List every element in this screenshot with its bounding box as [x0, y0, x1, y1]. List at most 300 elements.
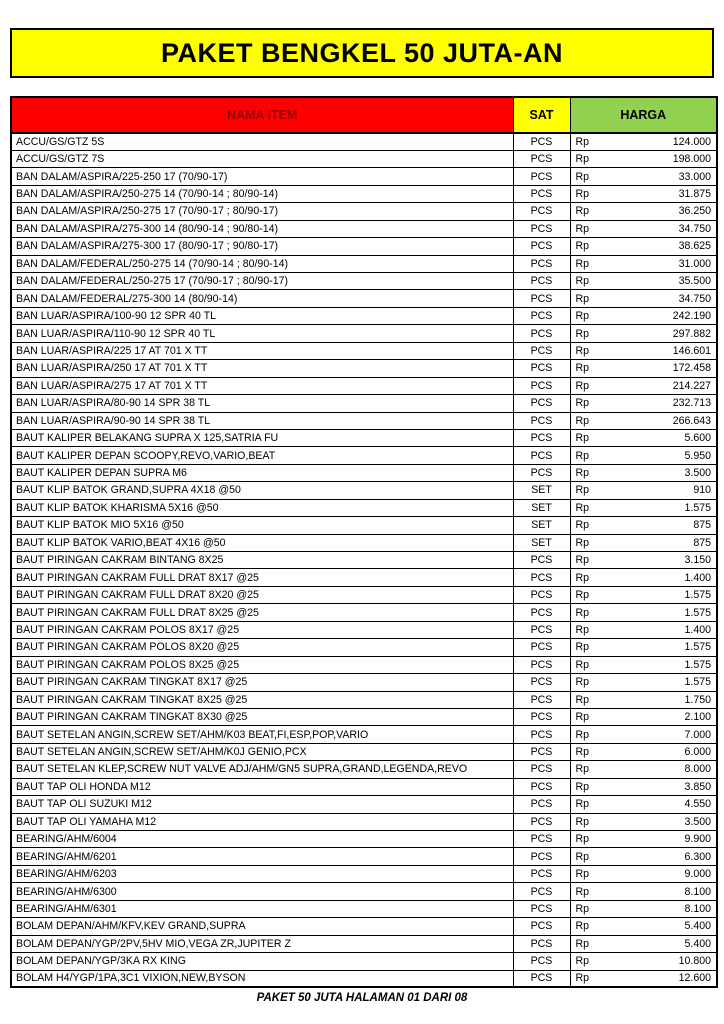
table-row	[11, 499, 717, 516]
harga-cell	[570, 342, 717, 359]
sat-cell: PCS	[513, 395, 570, 412]
currency-label: Rp	[575, 902, 590, 915]
currency-label: Rp	[575, 467, 590, 480]
currency-label: Rp	[575, 850, 590, 863]
price-value: 12.600	[678, 972, 711, 985]
item-cell: BEARING/AHM/6301	[11, 900, 513, 917]
price-value: 7.000	[684, 728, 711, 741]
price-value: 3.150	[684, 554, 711, 567]
price-value: 1.575	[684, 658, 711, 671]
sat-cell: SET	[513, 517, 570, 534]
currency-label: Rp	[575, 972, 590, 985]
sat-cell: PCS	[513, 656, 570, 673]
item-cell: BAUT PIRINGAN CAKRAM TINGKAT 8X25 @25	[11, 691, 513, 708]
harga-cell	[570, 848, 717, 865]
price-value: 910	[693, 484, 711, 497]
item-cell: BEARING/AHM/6203	[11, 865, 513, 882]
price-value: 5.400	[684, 937, 711, 950]
table-row	[11, 290, 717, 307]
harga-cell	[570, 464, 717, 481]
harga-cell	[570, 953, 717, 970]
currency-label: Rp	[575, 275, 590, 288]
currency-label: Rp	[575, 728, 590, 741]
currency-label: Rp	[575, 327, 590, 340]
price-value: 875	[693, 536, 711, 549]
currency-label: Rp	[575, 641, 590, 654]
sat-cell: PCS	[513, 255, 570, 272]
currency-label: Rp	[575, 554, 590, 567]
harga-cell	[570, 935, 717, 952]
item-cell: BAUT PIRINGAN CAKRAM POLOS 8X25 @25	[11, 656, 513, 673]
table-row	[11, 761, 717, 778]
price-value: 31.875	[678, 188, 711, 201]
harga-cell	[570, 185, 717, 202]
table-row	[11, 412, 717, 429]
harga-cell	[570, 831, 717, 848]
harga-cell	[570, 708, 717, 725]
harga-cell	[570, 918, 717, 935]
sat-cell: PCS	[513, 953, 570, 970]
currency-label: Rp	[575, 868, 590, 881]
column-header-nama-item: NAMA ITEM	[11, 97, 513, 133]
currency-label: Rp	[575, 153, 590, 166]
item-cell: BAN LUAR/ASPIRA/225 17 AT 701 X TT	[11, 342, 513, 359]
price-value: 33.000	[678, 170, 711, 183]
price-value: 38.625	[678, 240, 711, 253]
item-cell: BAN DALAM/ASPIRA/275-300 14 (80/90-14 ; 90/80-14)	[11, 220, 513, 237]
currency-label: Rp	[575, 676, 590, 689]
price-table-header	[11, 97, 717, 133]
sat-cell: PCS	[513, 325, 570, 342]
currency-label: Rp	[575, 623, 590, 636]
table-row	[11, 569, 717, 586]
table-row	[11, 586, 717, 603]
sat-cell: PCS	[513, 796, 570, 813]
sat-cell: PCS	[513, 621, 570, 638]
sat-cell: PCS	[513, 708, 570, 725]
currency-label: Rp	[575, 484, 590, 497]
price-value: 1.400	[684, 571, 711, 584]
price-value: 34.750	[678, 222, 711, 235]
currency-label: Rp	[575, 746, 590, 759]
harga-cell	[570, 255, 717, 272]
currency-label: Rp	[575, 833, 590, 846]
sat-cell: PCS	[513, 360, 570, 377]
harga-cell	[570, 290, 717, 307]
sat-cell: PCS	[513, 639, 570, 656]
table-row	[11, 464, 717, 481]
sat-cell: PCS	[513, 586, 570, 603]
table-row	[11, 552, 717, 569]
item-cell: BAUT PIRINGAN CAKRAM FULL DRAT 8X17 @25	[11, 569, 513, 586]
table-row	[11, 621, 717, 638]
table-row	[11, 918, 717, 935]
currency-label: Rp	[575, 937, 590, 950]
price-value: 172.458	[672, 362, 711, 375]
table-row	[11, 743, 717, 760]
sat-cell: PCS	[513, 743, 570, 760]
harga-cell	[570, 656, 717, 673]
sat-cell: SET	[513, 482, 570, 499]
item-cell: BOLAM DEPAN/YGP/3KA RX KING	[11, 953, 513, 970]
table-row	[11, 778, 717, 795]
sat-cell: PCS	[513, 726, 570, 743]
table-row	[11, 255, 717, 272]
price-value: 214.227	[672, 379, 711, 392]
table-row	[11, 517, 717, 534]
table-row	[11, 429, 717, 446]
currency-label: Rp	[575, 693, 590, 706]
table-row	[11, 848, 717, 865]
item-cell: BAN LUAR/ASPIRA/90-90 14 SPR 38 TL	[11, 412, 513, 429]
harga-cell	[570, 499, 717, 516]
sat-cell: PCS	[513, 377, 570, 394]
harga-cell	[570, 360, 717, 377]
harga-cell	[570, 220, 717, 237]
sat-cell: PCS	[513, 970, 570, 987]
harga-cell	[570, 691, 717, 708]
price-value: 3.500	[684, 815, 711, 828]
item-cell: BEARING/AHM/6300	[11, 883, 513, 900]
sat-cell: PCS	[513, 238, 570, 255]
table-row	[11, 133, 717, 150]
currency-label: Rp	[575, 362, 590, 375]
table-row	[11, 796, 717, 813]
price-value: 8.100	[684, 885, 711, 898]
currency-label: Rp	[575, 188, 590, 201]
price-value: 35.500	[678, 275, 711, 288]
table-row	[11, 604, 717, 621]
sat-cell: PCS	[513, 133, 570, 150]
currency-label: Rp	[575, 170, 590, 183]
sat-cell: SET	[513, 499, 570, 516]
table-row	[11, 708, 717, 725]
currency-label: Rp	[575, 344, 590, 357]
currency-label: Rp	[575, 798, 590, 811]
item-cell: BAUT KALIPER DEPAN SUPRA M6	[11, 464, 513, 481]
harga-cell	[570, 133, 717, 150]
harga-cell	[570, 796, 717, 813]
harga-cell	[570, 517, 717, 534]
sat-cell: PCS	[513, 273, 570, 290]
item-cell: BAUT KLIP BATOK MIO 5X16 @50	[11, 517, 513, 534]
item-cell: BOLAM H4/YGP/1PA,3C1 VIXION,NEW,BYSON	[11, 970, 513, 987]
currency-label: Rp	[575, 606, 590, 619]
item-cell: BAN DALAM/FEDERAL/250-275 14 (70/90-14 ; 80/90-14)	[11, 255, 513, 272]
currency-label: Rp	[575, 589, 590, 602]
currency-label: Rp	[575, 920, 590, 933]
currency-label: Rp	[575, 414, 590, 427]
currency-label: Rp	[575, 501, 590, 514]
harga-cell	[570, 429, 717, 446]
harga-cell	[570, 203, 717, 220]
price-table-body	[11, 133, 717, 987]
harga-cell	[570, 813, 717, 830]
item-cell: BAUT KLIP BATOK VARIO,BEAT 4X16 @50	[11, 534, 513, 551]
item-cell: BAN DALAM/FEDERAL/250-275 17 (70/90-17 ; 80/90-17)	[11, 273, 513, 290]
table-row	[11, 377, 717, 394]
item-cell: BAUT PIRINGAN CAKRAM FULL DRAT 8X20 @25	[11, 586, 513, 603]
harga-cell	[570, 447, 717, 464]
currency-label: Rp	[575, 658, 590, 671]
table-row	[11, 970, 717, 987]
table-row	[11, 273, 717, 290]
price-value: 1.750	[684, 693, 711, 706]
harga-cell	[570, 726, 717, 743]
table-row	[11, 674, 717, 691]
sat-cell: PCS	[513, 831, 570, 848]
item-cell: BAN DALAM/FEDERAL/275-300 14 (80/90-14)	[11, 290, 513, 307]
item-cell: BAUT SETELAN ANGIN,SCREW SET/AHM/K03 BEAT,FI,ESP,POP,VARIO	[11, 726, 513, 743]
table-row	[11, 813, 717, 830]
price-value: 8.000	[684, 763, 711, 776]
price-value: 36.250	[678, 205, 711, 218]
price-value: 875	[693, 519, 711, 532]
column-header-harga: HARGA	[570, 97, 717, 133]
harga-cell	[570, 900, 717, 917]
harga-cell	[570, 639, 717, 656]
item-cell: BAUT PIRINGAN CAKRAM POLOS 8X17 @25	[11, 621, 513, 638]
price-value: 1.575	[684, 589, 711, 602]
price-value: 31.000	[678, 257, 711, 270]
sat-cell: PCS	[513, 342, 570, 359]
harga-cell	[570, 273, 717, 290]
table-row	[11, 953, 717, 970]
sat-cell: PCS	[513, 691, 570, 708]
harga-cell	[570, 883, 717, 900]
sat-cell: PCS	[513, 569, 570, 586]
sat-cell: PCS	[513, 429, 570, 446]
currency-label: Rp	[575, 292, 590, 305]
table-row	[11, 238, 717, 255]
price-value: 4.550	[684, 798, 711, 811]
harga-cell	[570, 569, 717, 586]
sat-cell: SET	[513, 534, 570, 551]
item-cell: BAUT KALIPER BELAKANG SUPRA X 125,SATRIA FU	[11, 429, 513, 446]
table-row	[11, 325, 717, 342]
price-value: 5.950	[684, 449, 711, 462]
harga-cell	[570, 761, 717, 778]
item-cell: BEARING/AHM/6201	[11, 848, 513, 865]
sat-cell: PCS	[513, 412, 570, 429]
currency-label: Rp	[575, 135, 590, 148]
sat-cell: PCS	[513, 604, 570, 621]
harga-cell	[570, 552, 717, 569]
harga-cell	[570, 586, 717, 603]
title-banner	[10, 28, 714, 78]
column-header-sat: SAT	[513, 97, 570, 133]
harga-cell	[570, 168, 717, 185]
price-value: 3.500	[684, 467, 711, 480]
sat-cell: PCS	[513, 290, 570, 307]
price-value: 146.601	[672, 344, 711, 357]
price-value: 5.400	[684, 920, 711, 933]
table-row	[11, 185, 717, 202]
item-cell: BEARING/AHM/6004	[11, 831, 513, 848]
sat-cell: PCS	[513, 220, 570, 237]
table-row	[11, 831, 717, 848]
currency-label: Rp	[575, 519, 590, 532]
currency-label: Rp	[575, 711, 590, 724]
table-row	[11, 342, 717, 359]
item-cell: BAUT PIRINGAN CAKRAM FULL DRAT 8X25 @25	[11, 604, 513, 621]
item-cell: BAN DALAM/ASPIRA/225-250 17 (70/90-17)	[11, 168, 513, 185]
sat-cell: PCS	[513, 464, 570, 481]
item-cell: BAUT KLIP BATOK GRAND,SUPRA 4X18 @50	[11, 482, 513, 499]
sat-cell: PCS	[513, 552, 570, 569]
currency-label: Rp	[575, 397, 590, 410]
price-value: 9.000	[684, 868, 711, 881]
sat-cell: PCS	[513, 883, 570, 900]
sat-cell: PCS	[513, 778, 570, 795]
currency-label: Rp	[575, 763, 590, 776]
price-value: 34.750	[678, 292, 711, 305]
sat-cell: PCS	[513, 674, 570, 691]
harga-cell	[570, 307, 717, 324]
harga-cell	[570, 970, 717, 987]
sat-cell: PCS	[513, 447, 570, 464]
currency-label: Rp	[575, 571, 590, 584]
table-row	[11, 168, 717, 185]
sat-cell: PCS	[513, 307, 570, 324]
price-value: 8.100	[684, 902, 711, 915]
item-cell: BAN DALAM/ASPIRA/250-275 14 (70/90-14 ; 80/90-14)	[11, 185, 513, 202]
item-cell: BAN LUAR/ASPIRA/250 17 AT 701 X TT	[11, 360, 513, 377]
item-cell: BAN LUAR/ASPIRA/100-90 12 SPR 40 TL	[11, 307, 513, 324]
harga-cell	[570, 674, 717, 691]
item-cell: BAUT KALIPER DEPAN SCOOPY,REVO,VARIO,BEAT	[11, 447, 513, 464]
harga-cell	[570, 778, 717, 795]
currency-label: Rp	[575, 815, 590, 828]
table-row	[11, 360, 717, 377]
table-row	[11, 726, 717, 743]
sat-cell: PCS	[513, 935, 570, 952]
price-value: 232.713	[672, 397, 711, 410]
currency-label: Rp	[575, 432, 590, 445]
table-row	[11, 656, 717, 673]
item-cell: BAUT PIRINGAN CAKRAM TINGKAT 8X17 @25	[11, 674, 513, 691]
table-row	[11, 691, 717, 708]
harga-cell	[570, 150, 717, 167]
item-cell: BAUT PIRINGAN CAKRAM POLOS 8X20 @25	[11, 639, 513, 656]
sat-cell: PCS	[513, 900, 570, 917]
currency-label: Rp	[575, 257, 590, 270]
harga-cell	[570, 412, 717, 429]
table-row	[11, 150, 717, 167]
item-cell: BAUT TAP OLI HONDA M12	[11, 778, 513, 795]
table-row	[11, 639, 717, 656]
table-row	[11, 447, 717, 464]
harga-cell	[570, 238, 717, 255]
currency-label: Rp	[575, 379, 590, 392]
item-cell: BAUT SETELAN ANGIN,SCREW SET/AHM/K0J GENIO,PCX	[11, 743, 513, 760]
price-value: 242.190	[672, 310, 711, 323]
item-cell: BOLAM DEPAN/AHM/KFV,KEV GRAND,SUPRA	[11, 918, 513, 935]
page-title: PAKET BENGKEL 50 JUTA-AN	[160, 37, 564, 68]
table-row	[11, 220, 717, 237]
harga-cell	[570, 604, 717, 621]
item-cell: BAN LUAR/ASPIRA/80-90 14 SPR 38 TL	[11, 395, 513, 412]
harga-cell	[570, 621, 717, 638]
table-row	[11, 203, 717, 220]
item-cell: BAUT SETELAN KLEP,SCREW NUT VALVE ADJ/AHM/GN5 SUPRA,GRAND,LEGENDA,REVO	[11, 761, 513, 778]
price-value: 266.643	[672, 414, 711, 427]
currency-label: Rp	[575, 780, 590, 793]
price-value: 124.000	[672, 135, 711, 148]
harga-cell	[570, 482, 717, 499]
sat-cell: PCS	[513, 203, 570, 220]
sat-cell: PCS	[513, 761, 570, 778]
page-footer: PAKET 50 JUTA HALAMAN 01 DARI 08	[256, 992, 468, 1004]
price-value: 6.000	[684, 746, 711, 759]
harga-cell	[570, 395, 717, 412]
item-cell: BAUT PIRINGAN CAKRAM TINGKAT 8X30 @25	[11, 708, 513, 725]
table-row	[11, 395, 717, 412]
price-value: 198.000	[672, 153, 711, 166]
price-table	[10, 96, 718, 988]
currency-label: Rp	[575, 449, 590, 462]
sat-cell: PCS	[513, 185, 570, 202]
table-row	[11, 900, 717, 917]
currency-label: Rp	[575, 536, 590, 549]
table-row	[11, 883, 717, 900]
sat-cell: PCS	[513, 918, 570, 935]
price-value: 10.800	[678, 955, 711, 968]
sat-cell: PCS	[513, 150, 570, 167]
header-row	[11, 97, 717, 133]
price-value: 297.882	[672, 327, 711, 340]
price-value: 1.400	[684, 623, 711, 636]
currency-label: Rp	[575, 205, 590, 218]
price-value: 1.575	[684, 641, 711, 654]
sat-cell: PCS	[513, 865, 570, 882]
item-cell: BAUT PIRINGAN CAKRAM BINTANG 8X25	[11, 552, 513, 569]
table-row	[11, 482, 717, 499]
sat-cell: PCS	[513, 813, 570, 830]
price-value: 1.575	[684, 676, 711, 689]
harga-cell	[570, 377, 717, 394]
harga-cell	[570, 743, 717, 760]
item-cell: BAUT KLIP BATOK KHARISMA 5X16 @50	[11, 499, 513, 516]
item-cell: BAUT TAP OLI SUZUKI M12	[11, 796, 513, 813]
currency-label: Rp	[575, 222, 590, 235]
price-value: 2.100	[684, 711, 711, 724]
currency-label: Rp	[575, 885, 590, 898]
currency-label: Rp	[575, 240, 590, 253]
currency-label: Rp	[575, 955, 590, 968]
item-cell: BAN DALAM/ASPIRA/250-275 17 (70/90-17 ; 80/90-17)	[11, 203, 513, 220]
sat-cell: PCS	[513, 848, 570, 865]
sat-cell: PCS	[513, 168, 570, 185]
harga-cell	[570, 534, 717, 551]
currency-label: Rp	[575, 310, 590, 323]
item-cell: BAN DALAM/ASPIRA/275-300 17 (80/90-17 ; 90/80-17)	[11, 238, 513, 255]
price-value: 5.600	[684, 432, 711, 445]
price-value: 1.575	[684, 606, 711, 619]
table-row	[11, 307, 717, 324]
item-cell: BAUT TAP OLI YAMAHA M12	[11, 813, 513, 830]
price-value: 3.850	[684, 780, 711, 793]
harga-cell	[570, 865, 717, 882]
harga-cell	[570, 325, 717, 342]
table-row	[11, 534, 717, 551]
item-cell: BAN LUAR/ASPIRA/275 17 AT 701 X TT	[11, 377, 513, 394]
item-cell: BOLAM DEPAN/YGP/2PV,5HV MIO,VEGA ZR,JUPITER Z	[11, 935, 513, 952]
table-row	[11, 865, 717, 882]
item-cell: BAN LUAR/ASPIRA/110-90 12 SPR 40 TL	[11, 325, 513, 342]
price-value: 9.900	[684, 833, 711, 846]
table-row	[11, 935, 717, 952]
